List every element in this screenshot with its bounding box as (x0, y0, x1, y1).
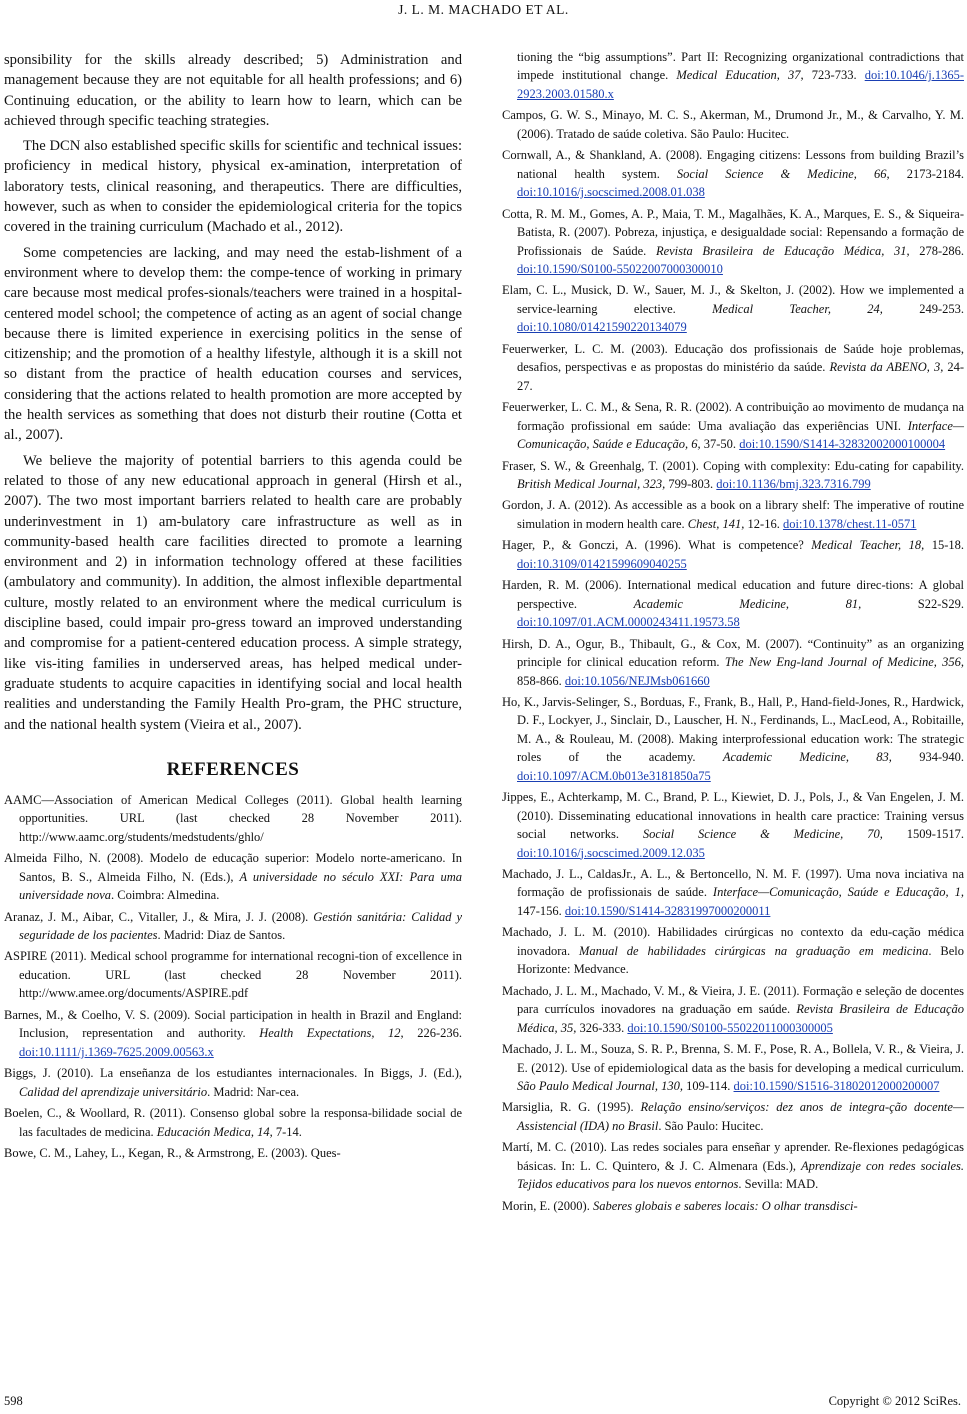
doi-link[interactable]: doi:10.1590/S1516-31802012000200007 (733, 1079, 940, 1094)
reference-source: Manual de habilidades cirúrgicas na graduação em medicina (579, 943, 929, 958)
doi-link[interactable]: doi:10.1016/j.socscimed.2008.01.038 (517, 185, 705, 200)
reference-pages: . Madrid: Nar-cea. (207, 1084, 300, 1099)
reference-list-right (502, 48, 964, 1215)
reference-entry (4, 1104, 462, 1141)
reference-entry (502, 693, 964, 785)
reference-pages: 723-733. (803, 68, 865, 83)
reference-text: Martí, M. C. (2010). Las redes sociales para enseñar y aprender. Re-flexiones pedagógicas básicas. In: L. C. Quintero, & J. C. Almenara (Eds.), (502, 1140, 964, 1173)
page-number: 598 (4, 1394, 23, 1408)
reference-entry (4, 1064, 462, 1101)
doi-link[interactable]: doi:10.1111/j.1369-7625.2009.00563.x (19, 1044, 214, 1059)
doi-link[interactable]: doi:10.1046/j.1365-2923.2003.01580.x (517, 68, 964, 101)
reference-pages: 24-27. (517, 360, 965, 393)
reference-source: Medical Education, 37, (676, 68, 804, 83)
reference-entry (4, 947, 462, 1002)
reference-entry (4, 1144, 462, 1162)
reference-source: Chest, 141, (687, 516, 745, 531)
body-paragraph: sponsibility for the skills already described; 5) Administration and management because they are not equitable for all health professions; and 6) Continuing education, or the ability to learn how to learn, which can be achieved through specific teaching strategies. (4, 52, 462, 129)
doi-link[interactable]: doi:10.1136/bmj.323.7316.799 (716, 476, 871, 491)
reference-entry (502, 982, 964, 1037)
reference-text: Machado, J. L., CaldasJr., A. L., & Bertoncello, N. M. F. (1997). Uma nova inciativa na formação de profissionais de saúde. (502, 867, 964, 900)
reference-entry (4, 1006, 462, 1061)
reference-text: Elam, C. L., Musick, D. W., Sauer, M. J., & Skelton, J. (2002). How we implemented a service-learning elective. (502, 283, 964, 316)
reference-entry (502, 1197, 964, 1215)
reference-entry (502, 1138, 964, 1193)
reference-text: Fraser, S. W., & Greenhalg, T. (2001). Coping with complexity: Edu-cating for capability. (502, 458, 964, 473)
reference-entry (4, 849, 462, 904)
reference-text: Hirsh, D. A., Ogur, B., Thibault, G., & Cox, M. (2007). “Continuity” as an organizing principle for clinical education reform. (502, 636, 964, 670)
reference-pages: 1509-1517. (882, 827, 965, 842)
reference-pages: 2173-2184. (889, 166, 964, 181)
reference-text: Cotta, R. M. M., Gomes, A. P., Maia, T. M., Magalhães, K. A., Marques, E. S., & Siqueira-Batista, R. (2007). Pobreza, injustiça, e desigualdade social: Repensando a formação de Profissionais de Saúde. (502, 206, 964, 258)
reference-text: Morin, E. (2000). (502, 1198, 593, 1213)
reference-source: Aprendizaje con redes sociales. Tejidos educativos para los nuevos entornos (517, 1158, 965, 1192)
reference-pages: . Belo Horizonte: Medvance. (517, 943, 964, 977)
body-paragraph: The DCN also established specific skills for scientific and technical issues: proficiency in medical history, physical ex-amination, interpretation of laboratory tests, clinical reasoning, and therapeutics. There are difficulties, however, such as when to consider the epidemiological criteria for the topics covered in the training curriculum (Machado et al., 2012). (4, 138, 462, 236)
reference-text: Hager, P., & Gonczi, A. (1996). What is competence? (502, 538, 812, 553)
reference-entry (502, 106, 964, 143)
reference-entry (502, 635, 964, 690)
reference-text: Ho, K., Jarvis-Selinger, S., Borduas, F., Frank, B., Hall, P., Hand-field-Jones, R., Hardwick, D. F., Lockyer, J., Sinclair, D., Lauscher, H. N., Ferdinands, L., MacLeod, A., Robitaille, M. A., & Rouleau, M. (2008). Making interprofessional education work: The strategic roles of the academy. (502, 694, 964, 765)
reference-text: Almeida Filho, N. (2008). Modelo de educação superior: Modelo norte-americano. In Santos, B. S., Almeida Filho, N. (Eds.), (4, 851, 462, 884)
doi-link[interactable]: doi:10.1590/S1414-32832002000100004 (739, 437, 946, 452)
reference-source: Interface—Comunicação, Saúde e Educação, 1, (712, 885, 964, 900)
reference-text: Aranaz, J. M., Aibar, C., Vitaller, J., & Mira, J. J. (2008). (4, 909, 314, 924)
right-column (502, 48, 964, 1218)
reference-source: São Paulo Medical Journal, 130, (517, 1079, 683, 1094)
reference-pages: S22-S29. (861, 596, 964, 611)
reference-source: Social Science & Medicine, 70, (642, 827, 883, 842)
reference-pages: . São Paulo: Hucitec. (658, 1118, 764, 1133)
reference-source: Academic Medicine, 83, (722, 750, 892, 765)
reference-pages: 12-16. (744, 516, 783, 531)
reference-text: Biggs, J. (2010). La enseñanza de los estudiantes internacionales. In Biggs, J. (Ed.), (4, 1066, 462, 1081)
reference-entry (502, 48, 964, 103)
reference-source: Health Expectations, 12, (259, 1026, 404, 1041)
reference-entry (502, 457, 964, 494)
reference-entry (502, 1040, 964, 1095)
reference-text: Jippes, E., Achterkamp, M. C., Brand, P. L., Kiewiet, D. J., Pols, J., & Van Engelen, J. M. (2010). Disseminating educational innovations in health care practice: Training versus social networks. (502, 790, 964, 842)
reference-entry (502, 281, 964, 336)
reference-pages: 278-286. (909, 243, 965, 258)
reference-text: Bowe, C. M., Lahey, L., Kegan, R., & Armstrong, E. (2003). Ques- (4, 1145, 341, 1160)
body-text (4, 50, 462, 735)
reference-text: Campos, G. W. S., Minayo, M. C. S., Akerman, M., Drumond Jr., M., & Carvalho, Y. M. (2006). Tratado de saúde coletiva. São Paulo: Hucitec. (502, 108, 964, 141)
reference-entry (4, 791, 462, 846)
reference-pages: . Sevilla: MAD. (738, 1177, 819, 1192)
reference-text: Harden, R. M. (2006). International medical education and future direc-tions: A global perspective. (502, 578, 964, 611)
reference-pages: 326-333. (576, 1020, 628, 1035)
reference-source: Revista Brasileira de Educação Médica, 31, (655, 243, 910, 258)
reference-pages: 858-866. (517, 673, 565, 688)
reference-pages: 37-50. (700, 437, 740, 452)
reference-source: The New Eng-land Journal of Medicine, 356, (724, 655, 965, 670)
reference-source: Relação ensino/serviços: dez anos de integra-ção docente—Assistencial (IDA) no Brasil (517, 1100, 964, 1133)
reference-source: Interface—Comunicação, Saúde e Educação, 6, (517, 418, 964, 452)
reference-entry (4, 908, 462, 945)
reference-text: Machado, J. L. M., Machado, V. M., & Vieira, J. E. (2011). Formação e seleção de docentes para currículos inovadores na graduação em saúde. (502, 983, 964, 1017)
reference-text: Machado, J. L. M., Souza, S. R. P., Brenna, S. M. F., Pose, R. A., Bollela, V. R., & Vieira, J. E. (2012). Use of epidemiological data as the basis for developing a medical curriculum. (502, 1042, 964, 1075)
doi-link[interactable]: doi:10.1590/S0100-55022011000300005 (627, 1020, 833, 1035)
reference-pages: 249-253. (882, 301, 964, 316)
reference-pages: 15-18. (924, 538, 964, 553)
reference-text: Gordon, J. A. (2012). As accessible as a book on a library shelf: The imperative of routine simulation in modern health care. (502, 498, 964, 531)
reference-entry (502, 146, 964, 201)
doi-link[interactable]: doi:10.3109/01421599609040255 (517, 556, 687, 571)
body-paragraph: Some competencies are lacking, and may need the estab-lishment of a environment where to develop them: the compe-tence of working in primary care because most medical profes-sionals/teachers were trained in a hospital-centered model school; the competence of acting as an agent of social change because there is limited experience in exercising politics in the sense of citizenship; and the promotion of a healthy lifestyle, although it is a skill not so distant from the practice of health education courses and services, considering that the actions related to health promotion are more accepted by the health services as something that does not disturb their routine (Cotta et al., 2007). (4, 244, 462, 444)
reference-text: Barnes, M., & Coelho, V. S. (2009). Social participation in health in Brazil and England: Inclusion, representation and authority. (4, 1007, 462, 1041)
reference-source: Revista Brasileira de Educação Médica, 35, (517, 1002, 964, 1035)
reference-pages: 226-236. (403, 1026, 463, 1041)
reference-text: Feuerwerker, L. C. M., & Sena, R. R. (2002). A contribuição ao movimento de mudança na formação profissional em saúde: Uma avaliação das experiências UNI. (502, 400, 964, 433)
reference-source: Saberes globais e saberes locais: O olhar transdisci- (592, 1198, 858, 1213)
reference-entry (502, 1098, 964, 1135)
reference-list-left (4, 791, 462, 1163)
reference-pages: . Coimbra: Almedina. (111, 888, 220, 903)
reference-source: Calidad del aprendizaje universitário (19, 1084, 208, 1099)
reference-text: Boelen, C., & Woollard, R. (2011). Consenso global sobre la responsa-bilidade social de las facultades de medicina. (4, 1106, 462, 1139)
reference-source: British Medical Journal, 323, (517, 476, 666, 491)
reference-text: Machado, J. L. M. (2010). Habilidades cirúrgicas no contexto da edu-cação médica inovadora. (502, 925, 964, 958)
reference-entry (502, 398, 964, 453)
reference-pages: 7-14. (272, 1124, 302, 1139)
reference-pages: 934-940. (891, 750, 964, 765)
reference-source: Gestión sanitária: Calidad y seguridade de los pacientes (19, 909, 462, 942)
reference-entry (502, 496, 964, 533)
reference-source: Educación Medica, 14, (156, 1124, 273, 1139)
reference-text: Cornwall, A., & Shankland, A. (2008). Engaging citizens: Lessons from building Brazil’s national health system. (502, 148, 964, 181)
reference-text: Marsiglia, R. G. (1995). (502, 1100, 641, 1115)
reference-entry (502, 788, 964, 862)
reference-pages: . Madrid: Diaz de Santos. (157, 927, 286, 942)
copyright-notice: Copyright © 2012 SciRes. (828, 1394, 961, 1408)
doi-link[interactable]: doi:10.1097/01.ACM.0000243411.19573.58 (517, 615, 740, 630)
reference-entry (502, 576, 964, 631)
reference-source: Social Science & Medicine, 66, (676, 166, 890, 181)
doi-link[interactable]: doi:10.1016/j.socscimed.2009.12.035 (517, 845, 705, 860)
body-paragraph: We believe the majority of potential barriers to this agenda could be related to those of any new educational approach in general (Hirsh et al., 2007). The two most important barriers related to health care are probably underinvestment in 1) am-bulatory care infrastructure as well as in community-based health care facilities directed to promote a learning environment and 2) in information technology offered at these facilities (ambulatory and community). In addition, the almost inflexible departmental culture, mostly related to an environment where the medical curriculum is discipline based, could impair pro-gress toward an improved understanding and compromise for a patient-centered education process. A simple strategy, like vis-iting families in underserved areas, has helped medical under-graduate students to acquire capacities in identifying social and local health realities and understanding the Family Health Pro-gram, the PHC structure, and the national health system (Vieira et al., 2007). (4, 452, 462, 733)
reference-source: Medical Teacher, 18, (811, 538, 925, 553)
reference-entry (502, 205, 964, 279)
reference-pages: 799-803. (665, 476, 717, 491)
reference-text: ASPIRE (2011). Medical school programme for international recogni-tion of excellence in education. URL (last checked 28 November 2011). http://www.amee.org/documents/ASPIRE.pdf (4, 949, 462, 1001)
reference-text: Feuerwerker, L. C. M. (2003). Educação dos profissionais de Saúde hoje problemas, desafios, perspectivas e as propostas do ministério da saúde. (502, 341, 964, 375)
reference-text: AAMC—Association of American Medical Colleges (2011). Global health learning opportunities. URL (last checked 28 November 2011). http://www.aamc.org/students/medstudents/ghlo/ (4, 792, 462, 844)
reference-pages: 147-156. (517, 903, 565, 918)
reference-source: A universidade no século XXI: Para uma universidade nova (19, 869, 462, 903)
reference-entry (502, 340, 964, 395)
doi-link[interactable]: doi:10.1080/01421590220134079 (517, 320, 687, 335)
reference-source: Academic Medicine, 81, (633, 596, 862, 611)
doi-link[interactable]: doi:10.1056/NEJMsb061660 (564, 673, 710, 688)
doi-link[interactable]: doi:10.1590/S0100-55022007000300010 (517, 261, 723, 276)
doi-link[interactable]: doi:10.1590/S1414-32831997000200011 (564, 903, 771, 918)
reference-entry (502, 923, 964, 978)
reference-source: Medical Teacher, 24, (712, 301, 883, 316)
reference-source: Revista da ABENO, 3, (829, 360, 944, 375)
reference-text: tioning the “big assumptions”. Part II: Recognizing organizational contradictions that impede institutional change. (517, 50, 964, 83)
reference-pages: 109-114. (682, 1079, 734, 1094)
reference-entry (502, 536, 964, 573)
running-header: J. L. M. MACHADO ET AL. (398, 2, 569, 17)
references-heading: REFERENCES (166, 758, 300, 780)
doi-link[interactable]: doi:10.1378/chest.11-0571 (782, 516, 917, 531)
left-column (4, 50, 462, 1165)
reference-entry (502, 865, 964, 920)
doi-link[interactable]: doi:10.1097/ACM.0b013e3181850a75 (517, 768, 711, 783)
